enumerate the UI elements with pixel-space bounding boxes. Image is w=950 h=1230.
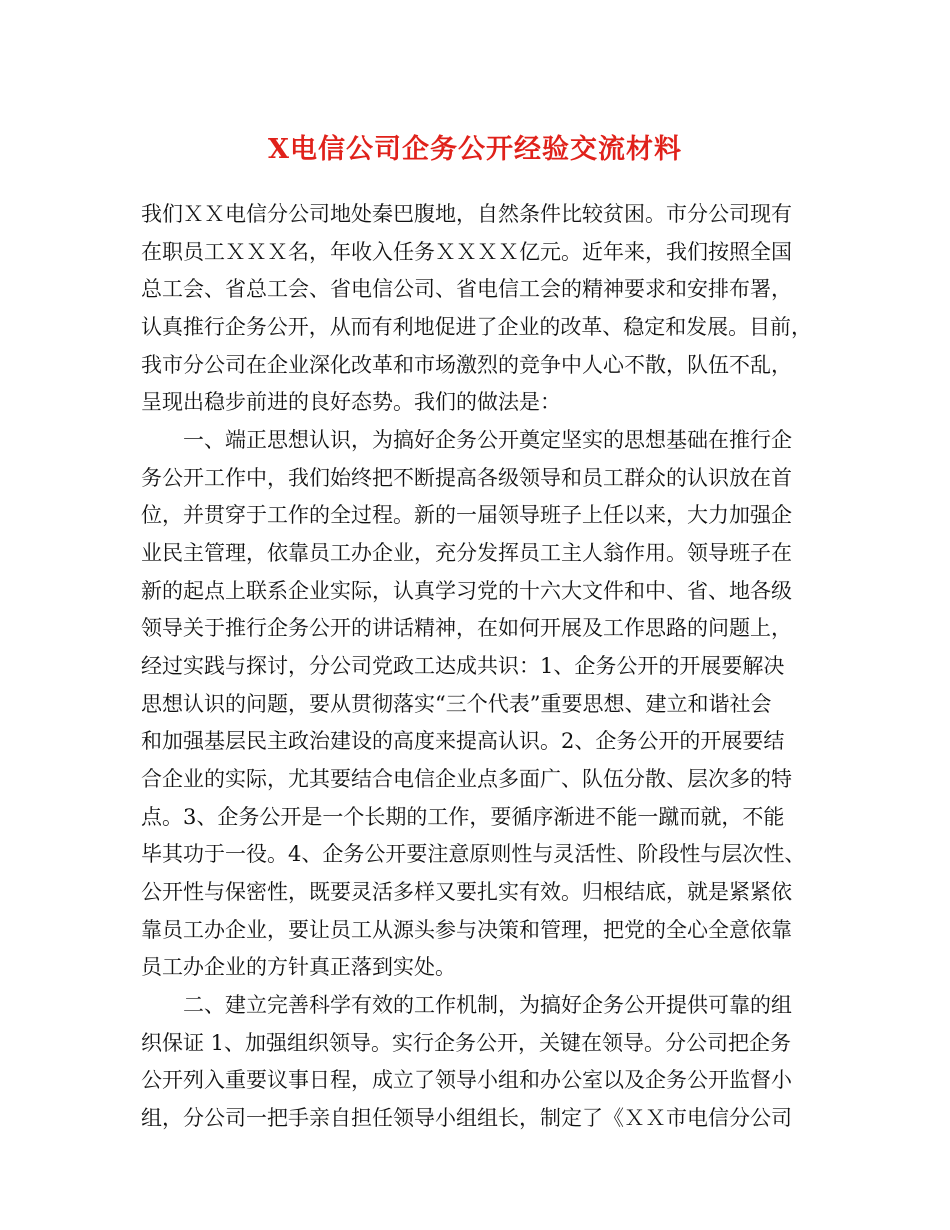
text-line: 总工会、省总工会、省电信公司、省电信工会的精神要求和安排布署， <box>141 277 792 301</box>
text-line: 我们ＸＸ电信分公司地处秦巴腹地，自然条件比较贫困。市分公司现有 <box>141 202 792 226</box>
text-line: 一、端正思想认识，为搞好企务公开奠定坚实的思想基础在推行企 <box>183 428 792 452</box>
text-line: 经过实践与探讨，分公司党政工达成共识：1、企务公开的开展要解决 <box>141 654 785 678</box>
text-line: 位，并贯穿于工作的全过程。新的一届领导班子上任以来，大力加强企 <box>141 503 792 527</box>
text-line: 在职员工ＸＸＸ名，年收入任务ＸＸＸＸ亿元。近年来，我们按照全国 <box>141 240 792 264</box>
text-line: 点。3、企务公开是一个长期的工作，要循序渐进不能一蹴而就，不能 <box>141 805 785 829</box>
text-line: 二、建立完善科学有效的工作机制，为搞好企务公开提供可靠的组 <box>183 993 792 1017</box>
text-line: 合企业的实际，尤其要结合电信企业点多面广、队伍分散、层次多的特 <box>141 767 792 791</box>
text-line: 靠员工办企业，要让员工从源头参与决策和管理，把党的全心全意依靠 <box>141 918 792 942</box>
text-line: 业民主管理，依靠员工办企业，充分发挥员工主人翁作用。领导班子在 <box>141 541 792 565</box>
text-line: 领导关于推行企务公开的讲话精神，在如何开展及工作思路的问题上， <box>141 616 792 640</box>
text-line: 织保证 1、加强组织领导。实行企务公开，关键在领导。分公司把企务 <box>141 1031 792 1055</box>
text-line: 务公开工作中，我们始终把不断提高各级领导和员工群众的认识放在首 <box>141 466 792 490</box>
text-line: 公开列入重要议事日程，成立了领导小组和办公室以及企务公开监督小 <box>141 1068 792 1092</box>
text-line: 认真推行企务公开，从而有利地促进了企业的改革、稳定和发展。目前， <box>141 315 812 339</box>
text-line: 呈现出稳步前进的良好态势。我们的做法是： <box>141 390 561 414</box>
text-line: 公开性与保密性，既要灵活多样又要扎实有效。归根结底，就是紧紧依 <box>141 880 792 904</box>
text-line: 我市分公司在企业深化改革和市场激烈的竞争中人心不散，队伍不乱， <box>141 353 792 377</box>
text-line: 新的起点上联系企业实际，认真学习党的十六大文件和中、省、地各级 <box>141 579 792 603</box>
text-line: 员工办企业的方针真正落到实处。 <box>141 955 456 979</box>
text-line: 组，分公司一把手亲自担任领导小组组长，制定了《ＸＸ市电信分公司 <box>141 1106 792 1130</box>
text-line: 毕其功于一役。4、企务公开要注意原则性与灵活性、阶段性与层次性、 <box>141 842 806 866</box>
document-title: X电信公司企务公开经验交流材料 <box>268 134 682 165</box>
text-line: 思想认识的问题，要从贯彻落实“三个代表”重要思想、建立和谐社会 <box>141 692 772 716</box>
text-line: 和加强基层民主政治建设的高度来提高认识。2、企务公开的开展要结 <box>141 729 785 753</box>
